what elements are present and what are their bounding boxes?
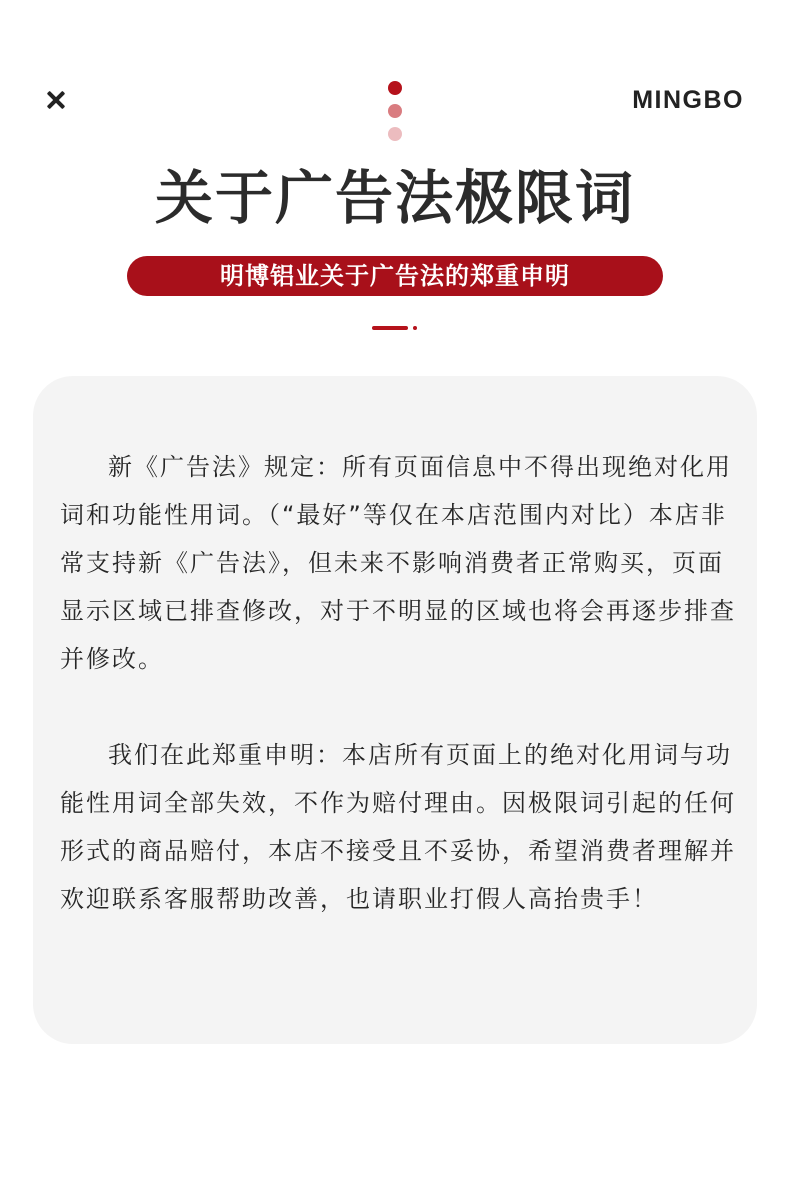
dot-icon (388, 127, 402, 141)
statement-card (33, 376, 757, 1044)
divider (372, 325, 420, 331)
divider-dot (413, 326, 417, 330)
decorative-dots (387, 81, 403, 143)
brand-logo-text: MINGBO (632, 86, 744, 114)
page-title: 关于广告法极限词 (154, 164, 635, 232)
divider-line (372, 326, 408, 330)
subtitle-banner: 明博铝业关于广告法的郑重申明 (127, 256, 663, 296)
statement-paragraph: 我们在此郑重申明：本店所有页面上的绝对化用词与功能性用词全部失效，不作为赔付理由。因极限词引起的任何形式的商品赔付，本店不接受且不妥协，希望消费者理解并欢迎联系客服帮助改善，也请职业打假人高抬贵手！ (60, 741, 736, 913)
dot-icon (388, 104, 402, 118)
statement-paragraph: 新《广告法》规定：所有页面信息中不得出现绝对化用词和功能性用词。（“最好”等仅在本店范围内对比）本店非常支持新《广告法》，但未来不影响消费者正常购买，页面显示区域已排查修改，对于不明显的区域也将会再逐步排查并修改。 (60, 453, 736, 673)
dot-icon (388, 81, 402, 95)
close-icon[interactable] (44, 88, 68, 112)
